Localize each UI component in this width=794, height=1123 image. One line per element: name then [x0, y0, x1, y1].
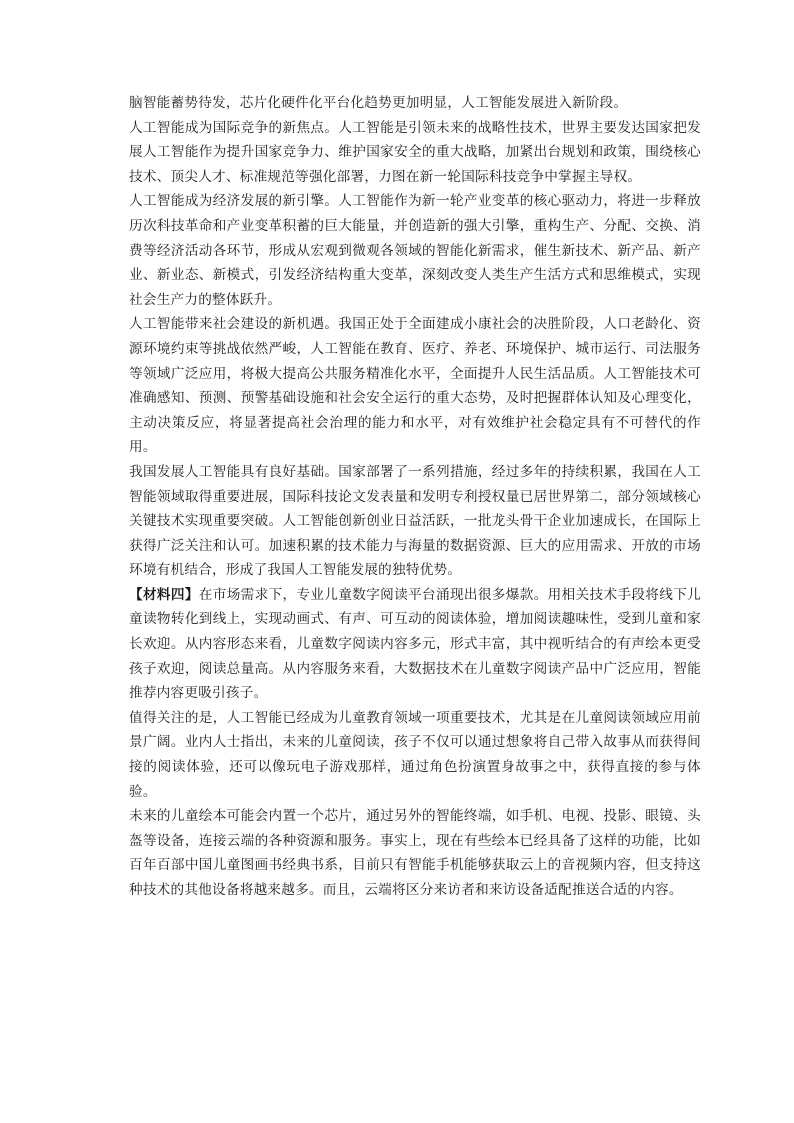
paragraph-text: 在市场需求下，专业儿童数字阅读平台涌现出很多爆款。用相关技术手段将线下儿童读物转化到线上，实现动画式、有声、可互动的阅读体验，增加阅读趣味性，受到儿童和家长欢迎。从内容形态来看，儿童数字阅读内容多元，形式丰富，其中视听结合的有声绘本更受孩子欢迎，阅读总量高。从内容服务来看，大数据技术在儿童数字阅读产品中广泛应用，智能推荐内容更吸引孩子。	[129, 586, 702, 702]
paragraph-3	[129, 189, 701, 312]
paragraph-1	[129, 91, 701, 116]
paragraph-2	[129, 116, 701, 190]
paragraph-8	[129, 804, 701, 902]
paragraph-text: 人工智能成为国际竞争的新焦点。人工智能是引领未来的战略性技术，世界主要发达国家把发展人工智能作为提升国家竞争力、维护国家安全的重大战略，加紧出台规划和政策，围绕核心技术、顶尖人才、标准规范等强化部署，力图在新一轮国际科技竞争中掌握主导权。	[129, 119, 701, 185]
paragraph-7	[129, 706, 701, 804]
paragraph-text: 未来的儿童绘本可能会内置一个芯片，通过另外的智能终端，如手机、电视、投影、眼镜、头盔等设备，连接云端的各种资源和服务。事实上，现在有些绘本已经具备了这样的功能，比如百年百部中国儿童图画书经典书系，目前只有智能手机能够获取云上的音视频内容，但支持这种技术的其他设备将越来越多。而且，云端将区分来访者和来访设备适配推送合适的内容。	[129, 808, 701, 898]
paragraph-text: 脑智能蓄势待发，芯片化硬件化平台化趋势更加明显，人工智能发展进入新阶段。	[129, 95, 628, 111]
material-label: 【材料四】	[129, 586, 199, 603]
paragraph-text: 人工智能成为经济发展的新引擎。人工智能作为新一轮产业变革的核心驱动力，将进一步释放历次科技革命和产业变革积蓄的巨大能量，并创造新的强大引擎，重构生产、分配、交换、消费等经济活动各环节，形成从宏观到微观各领域的智能化新需求，催生新技术、新产品、新产业、新业态、新模式，引发经济结构重大变革，深刻改变人类生产生活方式和思维模式，实现社会生产力的整体跃升。	[129, 193, 701, 308]
paragraph-6	[129, 583, 701, 706]
paragraph-text: 我国发展人工智能具有良好基础。国家部署了一系列措施，经过多年的持续积累，我国在人工智能领域取得重要进展，国际科技论文发表量和发明专利授权量已居世界第二，部分领域核心关键技术实现重要突破。人工智能创新创业日益活跃，一批龙头骨干企业加速成长，在国际上获得广泛关注和认可。加速积累的技术能力与海量的数据资源、巨大的应用需求、开放的市场环境有机结合，形成了我国人工智能发展的独特优势。	[129, 463, 701, 579]
paragraph-4	[129, 312, 701, 460]
document-page	[129, 91, 701, 903]
paragraph-5	[129, 460, 701, 583]
paragraph-text: 值得关注的是，人工智能已经成为儿童教育领域一项重要技术，尤其是在儿童阅读领域应用前景广阔。业内人士指出，未来的儿童阅读，孩子不仅可以通过想象将自己带入故事从而获得间接的阅读体验，还可以像玩电子游戏那样，通过角色扮演置身故事之中，获得直接的参与体验。	[129, 709, 701, 800]
paragraph-text: 人工智能带来社会建设的新机遇。我国正处于全面建成小康社会的决胜阶段，人口老龄化、资源环境约束等挑战依然严峻，人工智能在教育、医疗、养老、环境保护、城市运行、司法服务等领域广泛应用，将极大提高公共服务精准化水平，全面提升人民生活品质。人工智能技术可准确感知、预测、预警基础设施和社会安全运行的重大态势，及时把握群体认知及心理变化，主动决策反应，将显著提高社会治理的能力和水平，对有效维护社会稳定具有不可替代的作用。	[129, 316, 701, 456]
